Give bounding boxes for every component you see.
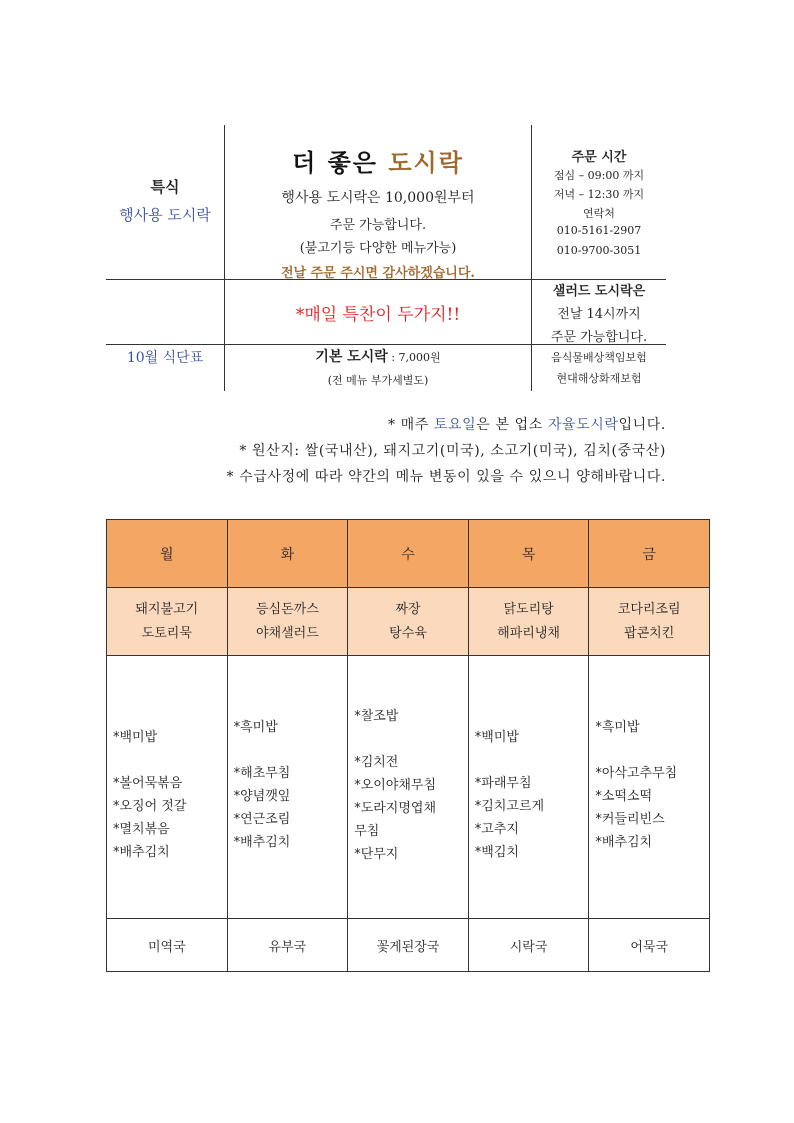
- side-item: *아삭고추무침: [595, 766, 678, 781]
- main-dish: 도토리묵: [141, 625, 192, 641]
- soup-row: [107, 919, 710, 972]
- note-text: 입니다.: [618, 417, 666, 433]
- note-highlight-free: 자율도시락: [547, 417, 619, 433]
- note-origin: * 원산지: 쌀(국내산), 돼지고기(미국), 소고기(미국), 김치(중국산): [239, 443, 666, 459]
- main-mon: [107, 588, 228, 656]
- basic-box: [225, 346, 531, 366]
- sides-tue: [227, 656, 348, 919]
- note-change: * 수급사정에 따라 약간의 메뉴 변동이 있을 수 있으니 양해바랍니다.: [226, 469, 666, 485]
- info-line-3: (불고기등 다양한 메뉴가능): [299, 241, 457, 256]
- day-fri: 금: [589, 520, 710, 588]
- note-text: 은 본 업소: [476, 417, 548, 433]
- sides-fri: [589, 656, 710, 919]
- special-label: 특식: [150, 178, 180, 196]
- note-text: * 매주: [387, 417, 434, 433]
- side-item: *해초무침: [233, 766, 291, 781]
- main-dish: 야채샐러드: [255, 625, 319, 641]
- brand-part2: 도시락: [388, 148, 464, 177]
- main-dish: 돼지불고기: [135, 601, 199, 617]
- side-item: *커들리빈스: [595, 812, 665, 827]
- day-thu: 목: [468, 520, 589, 588]
- main-dish: 등심돈까스: [255, 601, 319, 617]
- main-dish-row: [107, 588, 710, 656]
- day-wed: 수: [348, 520, 469, 588]
- salad-line-3: 주문 가능합니다.: [550, 330, 648, 345]
- brand-title: [225, 143, 531, 178]
- order-time-lunch: 점심 – 09:00 까지: [553, 169, 645, 182]
- side-item: *김치전: [354, 755, 399, 770]
- phone-1: 010-5161-2907: [556, 224, 642, 237]
- rice-item: *흑미밥: [233, 720, 278, 735]
- main-tue: [227, 588, 348, 656]
- rice-item: *흑미밥: [595, 720, 640, 735]
- month-title: 10월 식단표: [126, 350, 204, 366]
- sides-wed: [348, 656, 469, 919]
- soup-wed: 꽃게된장국: [348, 919, 469, 972]
- side-item: *김치고르게: [474, 799, 545, 814]
- order-time-dinner: 저녁 – 12:30 까지: [553, 188, 645, 201]
- main-wed: [348, 588, 469, 656]
- rice-item: *백미밥: [474, 730, 519, 745]
- side-item: *파래무침: [474, 776, 532, 791]
- side-item: *오이야채무침: [354, 778, 437, 793]
- day-mon: 월: [107, 520, 228, 588]
- insurance-line-1: 음식물배상책임보험: [551, 351, 647, 364]
- salad-line-2: 전날 14시까지: [557, 307, 641, 322]
- side-item: *멸치볶음: [113, 822, 170, 837]
- day-header-row: [107, 520, 710, 588]
- side-item: *배추김치: [595, 835, 653, 850]
- note-saturday: [388, 414, 666, 434]
- side-item: *고추지: [474, 822, 519, 837]
- info-line-2: 주문 가능합니다.: [329, 218, 427, 233]
- main-dish: 팝콘치킨: [624, 625, 675, 641]
- side-item: *볼어묵볶음: [113, 776, 183, 791]
- special-name: 행사용 도시락: [119, 206, 211, 224]
- rice-item: *찰조밥: [354, 709, 399, 724]
- side-dish-row: [107, 656, 710, 919]
- contact-label: 연락처: [583, 207, 615, 220]
- salad-line-1: 샐러드 도시락은: [552, 284, 646, 299]
- main-thu: [468, 588, 589, 656]
- day-tue: 화: [227, 520, 348, 588]
- order-time-title: 주문 시간: [571, 150, 627, 165]
- basic-price: : 7,000원: [387, 351, 441, 364]
- insurance-line-2: 현대해상화재보험: [556, 372, 642, 385]
- basic-title: 기본 도시락: [315, 349, 388, 365]
- side-item: *연근조림: [233, 812, 291, 827]
- soup-fri: 어묵국: [589, 919, 710, 972]
- soup-thu: 시락국: [468, 919, 589, 972]
- side-item: 무침: [354, 824, 380, 839]
- side-item: *도라지명엽채: [354, 801, 437, 816]
- rice-item: *백미밥: [113, 730, 158, 745]
- note-highlight-saturday: 토요일: [433, 417, 477, 433]
- vat-note: (전 메뉴 부가세별도): [327, 374, 429, 387]
- side-item: *소떡소떡: [595, 789, 653, 804]
- side-item: *오징어 젓갈: [113, 799, 187, 814]
- sides-thu: [468, 656, 589, 919]
- side-item: *양념깻잎: [233, 789, 291, 804]
- daily-special: *매일 특찬이 두가지!!: [295, 305, 461, 325]
- main-dish: 코다리조림: [617, 601, 681, 617]
- main-dish: 탕수육: [389, 625, 427, 641]
- side-item: *단무지: [354, 847, 399, 862]
- main-dish: 짜장: [395, 601, 421, 617]
- main-dish: 닭도리탕: [503, 601, 554, 617]
- info-line-1: 행사용 도시락은 10,000원부터: [281, 190, 475, 206]
- soup-mon: 미역국: [107, 919, 228, 972]
- brand-part1: 더 좋은: [292, 148, 389, 177]
- side-item: *배추김치: [113, 845, 170, 860]
- side-item: *배추김치: [233, 835, 291, 850]
- sides-mon: [107, 656, 228, 919]
- main-dish: 해파리냉채: [497, 625, 560, 641]
- side-item: *백김치: [474, 845, 519, 860]
- phone-2: 010-9700-3051: [556, 244, 642, 257]
- soup-tue: 유부국: [227, 919, 348, 972]
- main-fri: [589, 588, 710, 656]
- menu-table: [106, 519, 710, 972]
- info-line-4: 전날 주문 주시면 감사하겠습니다.: [281, 266, 475, 281]
